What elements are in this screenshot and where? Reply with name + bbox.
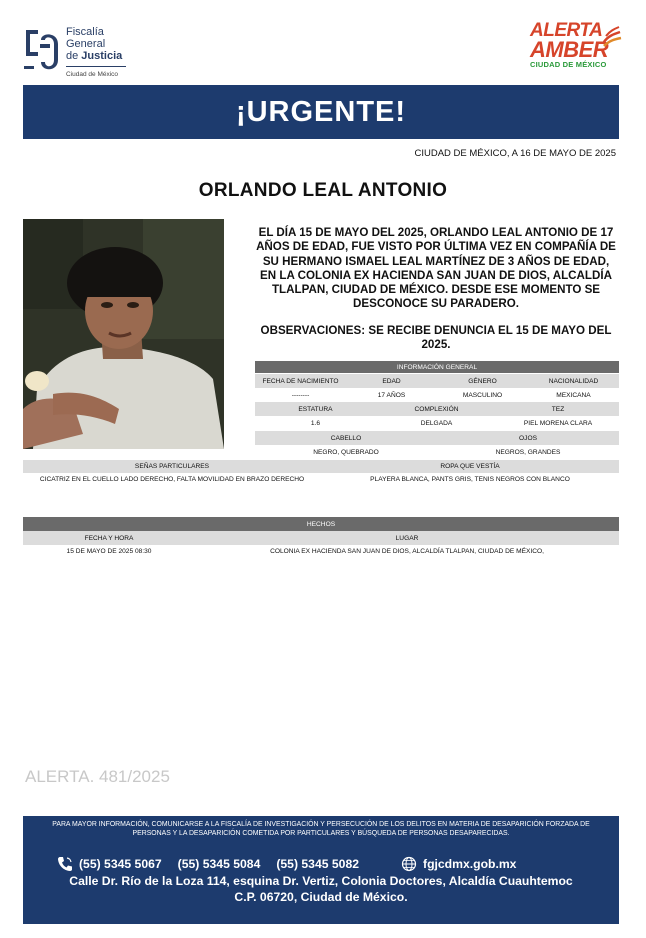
value-place: COLONIA EX HACIENDA SAN JUAN DE DIOS, ALCALDÍA TLALPAN, CIUDAD DE MÉXICO, <box>270 547 544 555</box>
value-eyes: NEGROS, GRANDES <box>495 448 561 456</box>
events-header-row <box>23 531 619 545</box>
events-title <box>23 517 619 531</box>
globe-icon <box>401 856 417 872</box>
amber-alert-logo <box>530 22 620 82</box>
amber-logo-line2: AMBER <box>530 37 609 62</box>
header-complexion: TEZ <box>551 405 565 413</box>
address-line-1: Calle Dr. Río de la Loza 114, esquina Dr. Vertiz, Colonia Doctores, Alcaldía Cuauhtemoc <box>69 874 573 888</box>
marks-header-row <box>23 460 619 473</box>
fgj-logo-line3-prefix: de <box>66 50 82 62</box>
person-photo <box>23 219 224 449</box>
fgj-emblem-icon <box>22 26 62 76</box>
value-gender: MASCULINO <box>462 391 503 399</box>
general-info-header-row-3 <box>255 431 619 445</box>
general-info-value-row-3 <box>255 445 619 459</box>
events-title-text: HECHOS <box>306 520 336 528</box>
fgj-logo-line3-bold: Justicia <box>81 50 123 62</box>
footer-contact-row <box>57 856 587 872</box>
fgj-logo-line4: Ciudad de México <box>66 66 126 81</box>
website-link[interactable]: fgjcdmx.gob.mx <box>423 857 517 871</box>
description-text: EL DÍA 15 DE MAYO DEL 2025, ORLANDO LEAL ANTONIO DE 17 AÑOS DE EDAD, FUE VISTO POR ÚLTIMA VEZ EN COMPAÑÍA DE SU HERMANO ISMAEL LEAL MARTÍNEZ DE 3 AÑOS DE EDAD, EN LA COLONIA EX HACIENDA SAN JUAN DE DIOS, ALCALDÍA TLALPAN, CIUDAD DE MÉXICO. DESDE ESE MOMENTO SE DESCONOCE SU PARADERO. <box>256 226 616 311</box>
value-distinguishing-marks: CICATRIZ EN EL CUELLO LADO DERECHO, FALTA MOVILIDAD EN BRAZO DERECHO <box>39 476 305 483</box>
general-info-header-row-1 <box>255 374 619 388</box>
date-line: CIUDAD DE MÉXICO, A 16 DE MAYO DE 2025 <box>414 148 616 159</box>
person-name: ORLANDO LEAL ANTONIO <box>198 180 448 201</box>
general-info-title-text: INFORMACIÓN GENERAL <box>396 363 478 371</box>
phone-number-3[interactable]: (55) 5345 5082 <box>276 857 360 871</box>
header-height: ESTATURA <box>298 405 333 413</box>
value-height: 1.6 <box>310 419 321 427</box>
value-complexion: PIEL MORENA CLARA <box>523 419 593 427</box>
header-birthdate: FECHA DE NACIMIENTO <box>262 377 339 385</box>
urgent-banner: ¡URGENTE! <box>23 85 619 139</box>
header-gender: GÉNERO <box>468 377 497 385</box>
fgj-logo-line3 <box>66 50 126 62</box>
footer <box>23 816 619 924</box>
header-clothing: ROPA QUE VESTÍA <box>440 463 500 470</box>
fgj-logo <box>22 24 132 80</box>
general-info-value-row-2 <box>255 416 619 430</box>
amber-wave-icon <box>600 24 622 50</box>
header-datetime: FECHA Y HORA <box>84 534 134 542</box>
header-nationality: NACIONALIDAD <box>548 377 599 385</box>
amber-logo-line3: CIUDAD DE MÉXICO <box>530 60 607 69</box>
general-info-title <box>255 361 619 373</box>
events-value-row <box>23 545 619 557</box>
amber-logo-line1: ALERTA <box>530 20 603 41</box>
header-distinguishing-marks: SEÑAS PARTICULARES <box>134 463 210 470</box>
address-line-2: C.P. 06720, Ciudad de México. <box>234 889 408 904</box>
fgj-logo-text <box>66 26 126 81</box>
person-photo-image <box>23 219 224 449</box>
phone-number-1[interactable]: (55) 5345 5067 <box>79 857 162 871</box>
value-age: 17 AÑOS <box>377 391 406 399</box>
header-hair: CABELLO <box>330 434 362 442</box>
header-eyes: OJOS <box>519 434 537 442</box>
marks-value-row <box>23 473 619 486</box>
footer-info-text: PARA MAYOR INFORMACIÓN, COMUNICARSE A LA FISCALÍA DE INVESTIGACIÓN Y PERSECUCIÓN DE LOS DELITOS EN MATERIA DE DESAPARICIÓN FORZADA DE PERSONAS Y LA DESAPARICIÓN COMETIDA POR PARTICULARES Y BÚSQUEDA DE PERSONAS DESAPARECIDAS. <box>52 821 590 837</box>
general-info-header-row-2 <box>255 402 619 416</box>
value-nationality: MEXICANA <box>556 391 591 399</box>
value-datetime: 15 DE MAYO DE 2025 08:30 <box>66 547 152 555</box>
observations-text: OBSERVACIONES: SE RECIBE DENUNCIA EL 15 DE MAYO DEL 2025. <box>260 324 612 352</box>
value-hair: NEGRO, QUEBRADO <box>313 448 379 456</box>
value-clothing: PLAYERA BLANCA, PANTS GRIS, TENIS NEGROS CON BLANCO <box>370 476 570 483</box>
header-build: COMPLEXIÓN <box>414 405 459 413</box>
fgj-logo-line1: Fiscalía <box>66 26 104 38</box>
header-place: LUGAR <box>395 534 419 542</box>
general-info-value-row-1 <box>255 388 619 402</box>
phone-number-2[interactable]: (55) 5345 5084 <box>177 857 261 871</box>
header-age: EDAD <box>382 377 401 385</box>
alert-number: ALERTA. 481/2025 <box>25 767 170 786</box>
footer-address <box>23 874 619 905</box>
phone-icon <box>57 856 73 872</box>
value-birthdate: -------- <box>291 391 310 399</box>
value-build: DELGADA <box>420 419 453 427</box>
fgj-logo-line2: General <box>66 38 106 50</box>
